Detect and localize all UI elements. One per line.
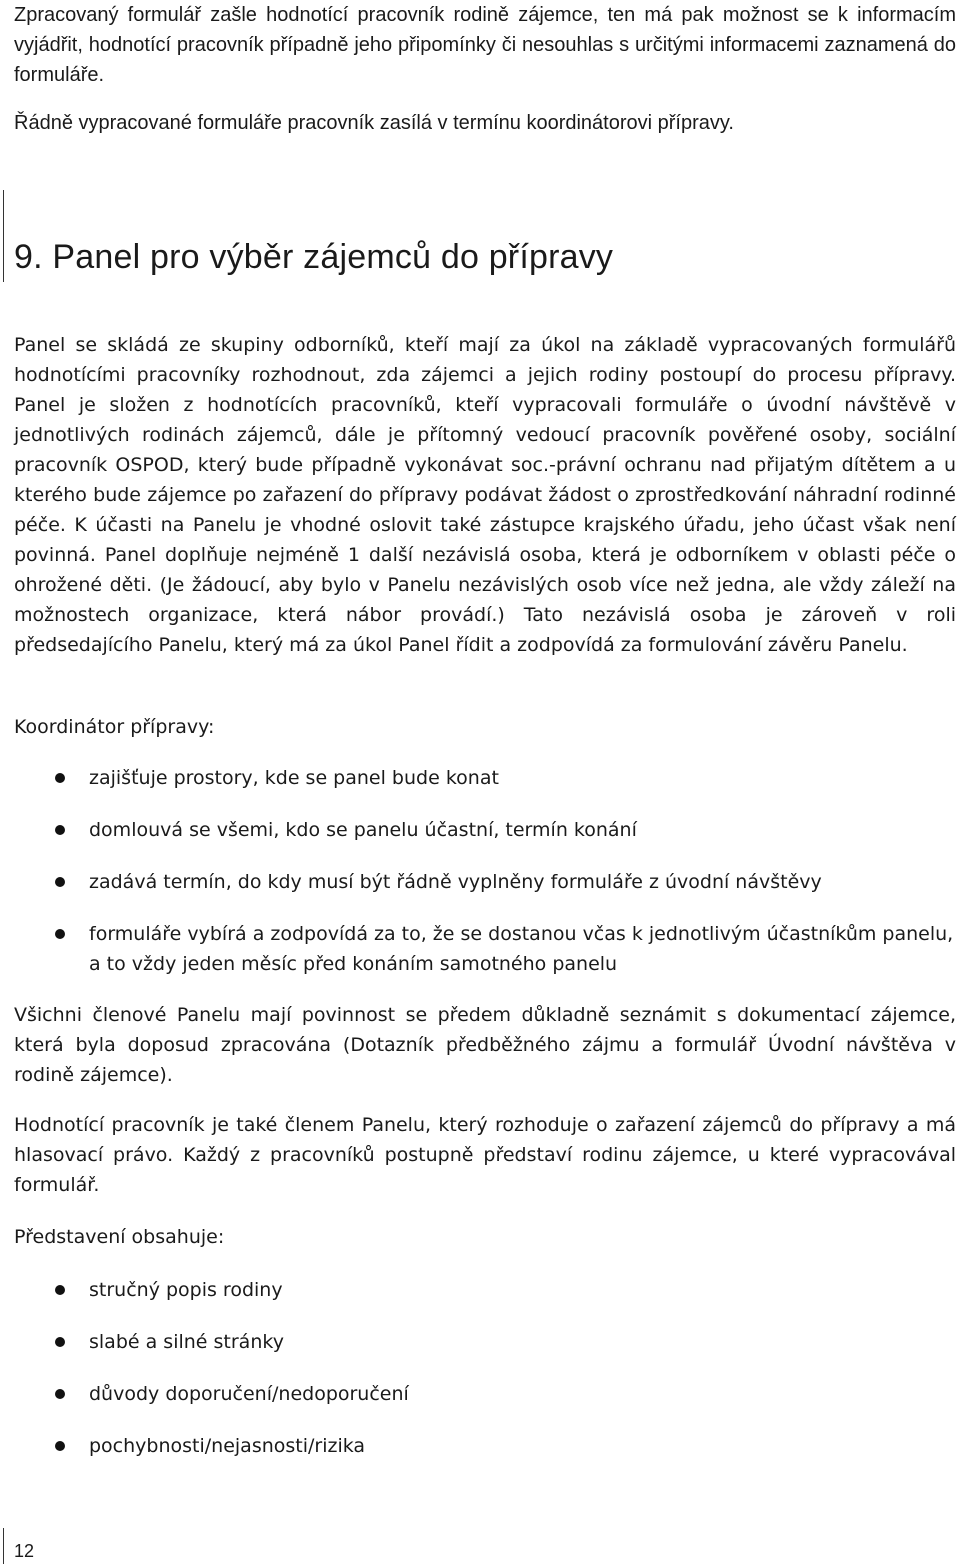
list-item-text: formuláře vybírá a zodpovídá za to, že se dostanou včas k jednotlivým účastníkům panelu, a to vždy jeden měsíc před konáním samotného panelu [89,923,954,975]
evaluator-paragraph: Hodnotící pracovník je také členem Panelu, který rozhoduje o zařazení zájemců do přípravy a má hlasovací právo. Každý z pracovníků postupně představí rodinu zájemce, u které vypracovával formulář. [14,1114,956,1196]
bullet-icon [55,1389,65,1399]
list-item-text: zajišťuje prostory, kde se panel bude konat [89,767,499,789]
list-item-text: důvody doporučení/nedoporučení [89,1383,409,1405]
koordinator-duties-list [14,763,956,1001]
bullet-icon [55,1441,65,1451]
panel-description-paragraph: Panel se skládá ze skupiny odborníků, kteří mají za úkol na základě vypracovaných formulářů hodnotícími pracovníky rozhodnout, zda zájemci a jejich rodiny postoupí do procesu přípravy. Panel je složen z hodnotících pracovníků, kteří vypracovali formuláře o úvodní návštěvě v jednotlivých rodinách zájemců, dále je přítomný vedoucí pracovník pověřené osoby, sociální pracovník OSPOD, který bude případně vykonávat soc.-právní ochranu nad přijatým dítětem a u kterého bude zájemce po zařazení do přípravy podávat žádost o zprostředkování náhradní rodinné péče. K účasti na Panelu je vhodné oslovit také zástupce krajského úřadu, jeho účast však není povinná. Panel doplňuje nejméně 1 další nezávislá osoba, která je odborníkem v oblasti péče o ohrožené děti. (Je žádoucí, aby bylo v Panelu nezávislých osob více než jedna, ale vždy záleží na možnostech organizace, která nábor provádí.) Tato nezávislá osoba je zároveň v roli předsedajícího Panelu, který má za úkol Panel řídit a zodpovídá za formulování závěru Panelu. [14,334,956,656]
list-item [14,1275,956,1305]
bullet-icon [55,929,65,939]
bullet-icon [55,877,65,887]
bullet-icon [55,1285,65,1295]
koordinator-label: Koordinátor přípravy: [14,716,215,738]
list-item-text: pochybnosti/nejasnosti/rizika [89,1435,366,1457]
list-item [14,867,956,897]
list-item-text: slabé a silné stránky [89,1331,284,1353]
list-item [14,1431,956,1461]
list-item [14,763,956,793]
intro-paragraph-forms-sent: Řádně vypracované formuláře pracovník zasílá v termínu koordinátorovi přípravy. [14,112,734,134]
page-number: 12 [14,1541,35,1561]
members-duty-paragraph: Všichni členové Panelu mají povinnost se předem důkladně seznámit s dokumentací zájemce, která byla doposud zpracována (Dotazník předběžného zájmu a formulář Úvodní návštěva v rodině zájemce). [14,1004,956,1086]
list-item-text: zadává termín, do kdy musí být řádně vyplněny formuláře z úvodní návštěvy [89,871,822,893]
list-item [14,815,956,845]
section-heading: 9. Panel pro výběr zájemců do přípravy [14,238,614,276]
intro-paragraph: Zpracovaný formulář zašle hodnotící pracovník rodině zájemce, ten má pak možnost se k informacím vyjádřit, hodnotící pracovník případně jeho připomínky či nesouhlas s určitými informacemi zaznamená do formuláře. [14,4,956,86]
list-item [14,1327,956,1357]
list-item-text: domlouvá se všemi, kdo se panelu účastní, termín konání [89,819,637,841]
bullet-icon [55,773,65,783]
presentation-label: Představení obsahuje: [14,1226,225,1248]
bullet-icon [55,825,65,835]
list-item [14,919,956,979]
list-item [14,1379,956,1409]
list-item-text: stručný popis rodiny [89,1279,283,1301]
presentation-contents-list [14,1275,956,1483]
bullet-icon [55,1337,65,1347]
footer-margin-rule [3,1528,4,1564]
heading-margin-rule [3,190,4,282]
